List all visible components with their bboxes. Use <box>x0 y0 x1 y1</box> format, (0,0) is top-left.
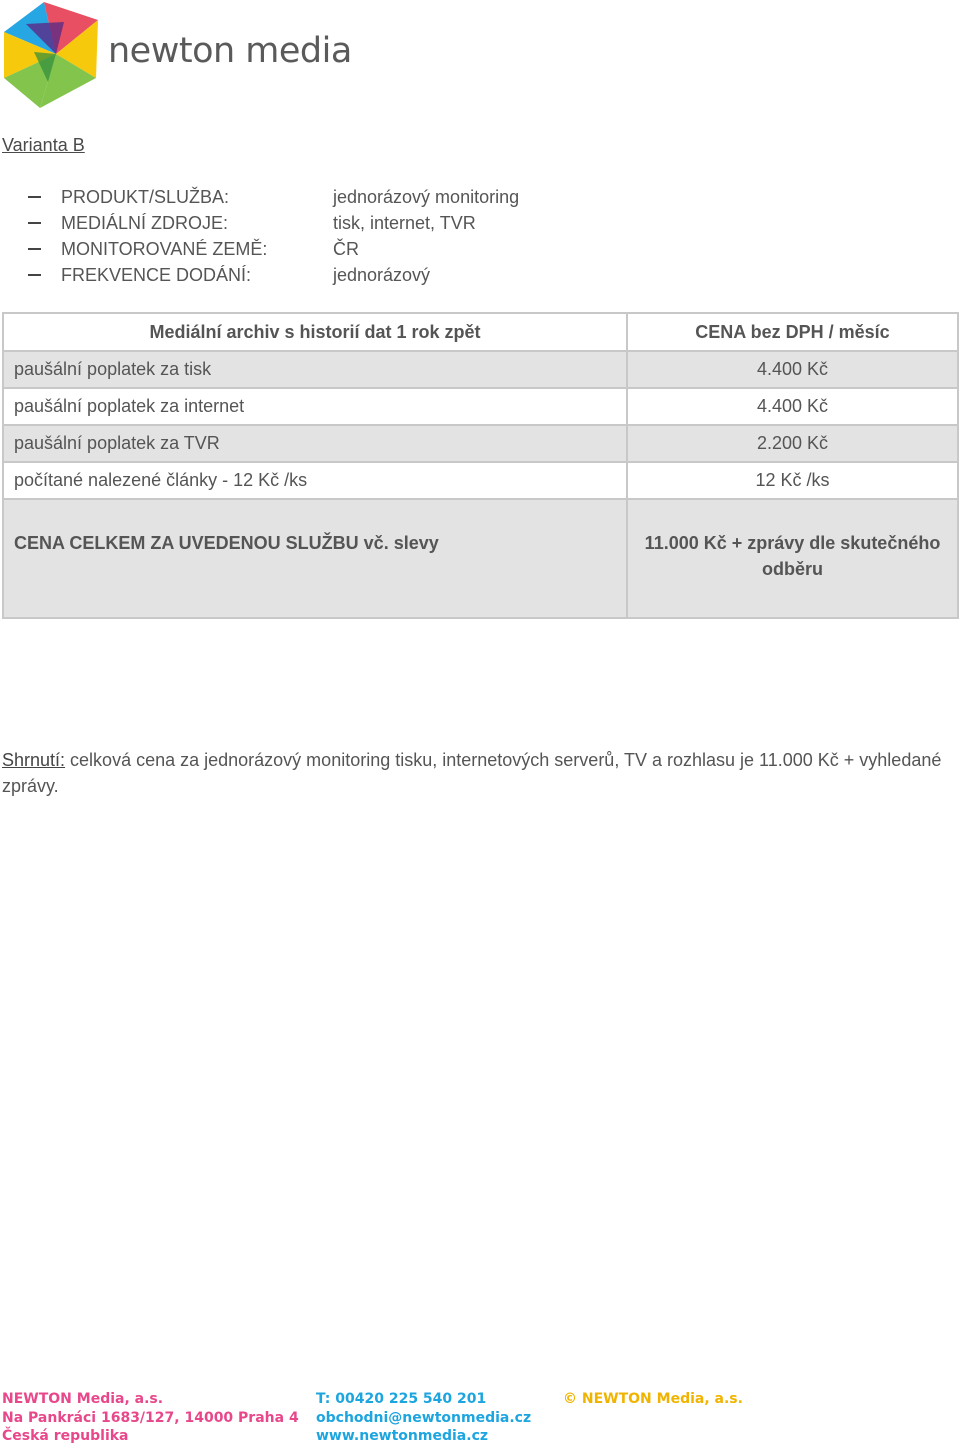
footer-address: Na Pankráci 1683/127, 14000 Praha 4 <box>2 1409 299 1426</box>
footer-contact <box>316 1390 531 1446</box>
row-value: 4.400 Kč <box>627 351 958 388</box>
spec-label: PRODUKT/SLUŽBA: <box>61 187 230 207</box>
table-row <box>3 388 958 425</box>
table-header-row <box>3 313 958 351</box>
spec-row <box>28 184 728 210</box>
table-row <box>3 425 958 462</box>
spec-value: tisk, internet, TVR <box>333 213 476 233</box>
footer-company <box>2 1390 299 1446</box>
summary-paragraph <box>2 747 942 799</box>
variant-title: Varianta B <box>2 135 85 155</box>
footer-country: Česká republika <box>2 1428 129 1444</box>
row-label: paušální poplatek za TVR <box>3 425 627 462</box>
table-header-archive: Mediální archiv s historií dat 1 rok zpět <box>3 313 627 351</box>
spec-row <box>28 262 728 288</box>
footer-email[interactable]: obchodni@newtonmedia.cz <box>316 1409 532 1426</box>
row-value: 2.200 Kč <box>627 425 958 462</box>
table-row <box>3 462 958 499</box>
spec-label: FREKVENCE DODÁNÍ: <box>61 265 252 285</box>
total-value: 11.000 Kč + zprávy dle skutečného odběru <box>627 499 958 618</box>
row-label: počítané nalezené články - 12 Kč /ks <box>3 462 627 499</box>
spec-value: jednorázový <box>333 265 431 285</box>
footer <box>2 1390 960 1450</box>
newton-media-logo <box>4 2 98 108</box>
spec-label: MEDIÁLNÍ ZDROJE: <box>61 213 229 233</box>
footer-website[interactable]: www.newtonmedia.cz <box>316 1428 489 1444</box>
summary-text: celková cena za jednorázový monitoring tisku, internetových serverů, TV a rozhlasu je 11.000 Kč + vyhledané zprávy. <box>2 750 942 796</box>
spec-row <box>28 236 728 262</box>
spec-label: MONITOROVANÉ ZEMĚ: <box>61 239 268 259</box>
row-value: 12 Kč /ks <box>627 462 958 499</box>
spec-row <box>28 210 728 236</box>
spec-value: ČR <box>333 239 359 259</box>
footer-copyright: © NEWTON Media, a.s. <box>563 1391 743 1407</box>
brand-name: newton media <box>108 31 352 71</box>
table-row <box>3 351 958 388</box>
row-label: paušální poplatek za tisk <box>3 351 627 388</box>
spec-list <box>28 184 728 288</box>
table-header-price: CENA bez DPH / měsíc <box>627 313 958 351</box>
footer-company-name: NEWTON Media, a.s. <box>2 1391 164 1407</box>
total-row <box>3 499 958 618</box>
row-label: paušální poplatek za internet <box>3 388 627 425</box>
summary-label: Shrnutí: <box>2 750 66 770</box>
footer-phone: T: 00420 225 540 201 <box>316 1391 487 1407</box>
price-table <box>2 312 959 619</box>
row-value: 4.400 Kč <box>627 388 958 425</box>
spec-value: jednorázový monitoring <box>333 187 520 207</box>
total-label: CENA CELKEM ZA UVEDENOU SLUŽBU vč. slevy <box>3 499 627 618</box>
